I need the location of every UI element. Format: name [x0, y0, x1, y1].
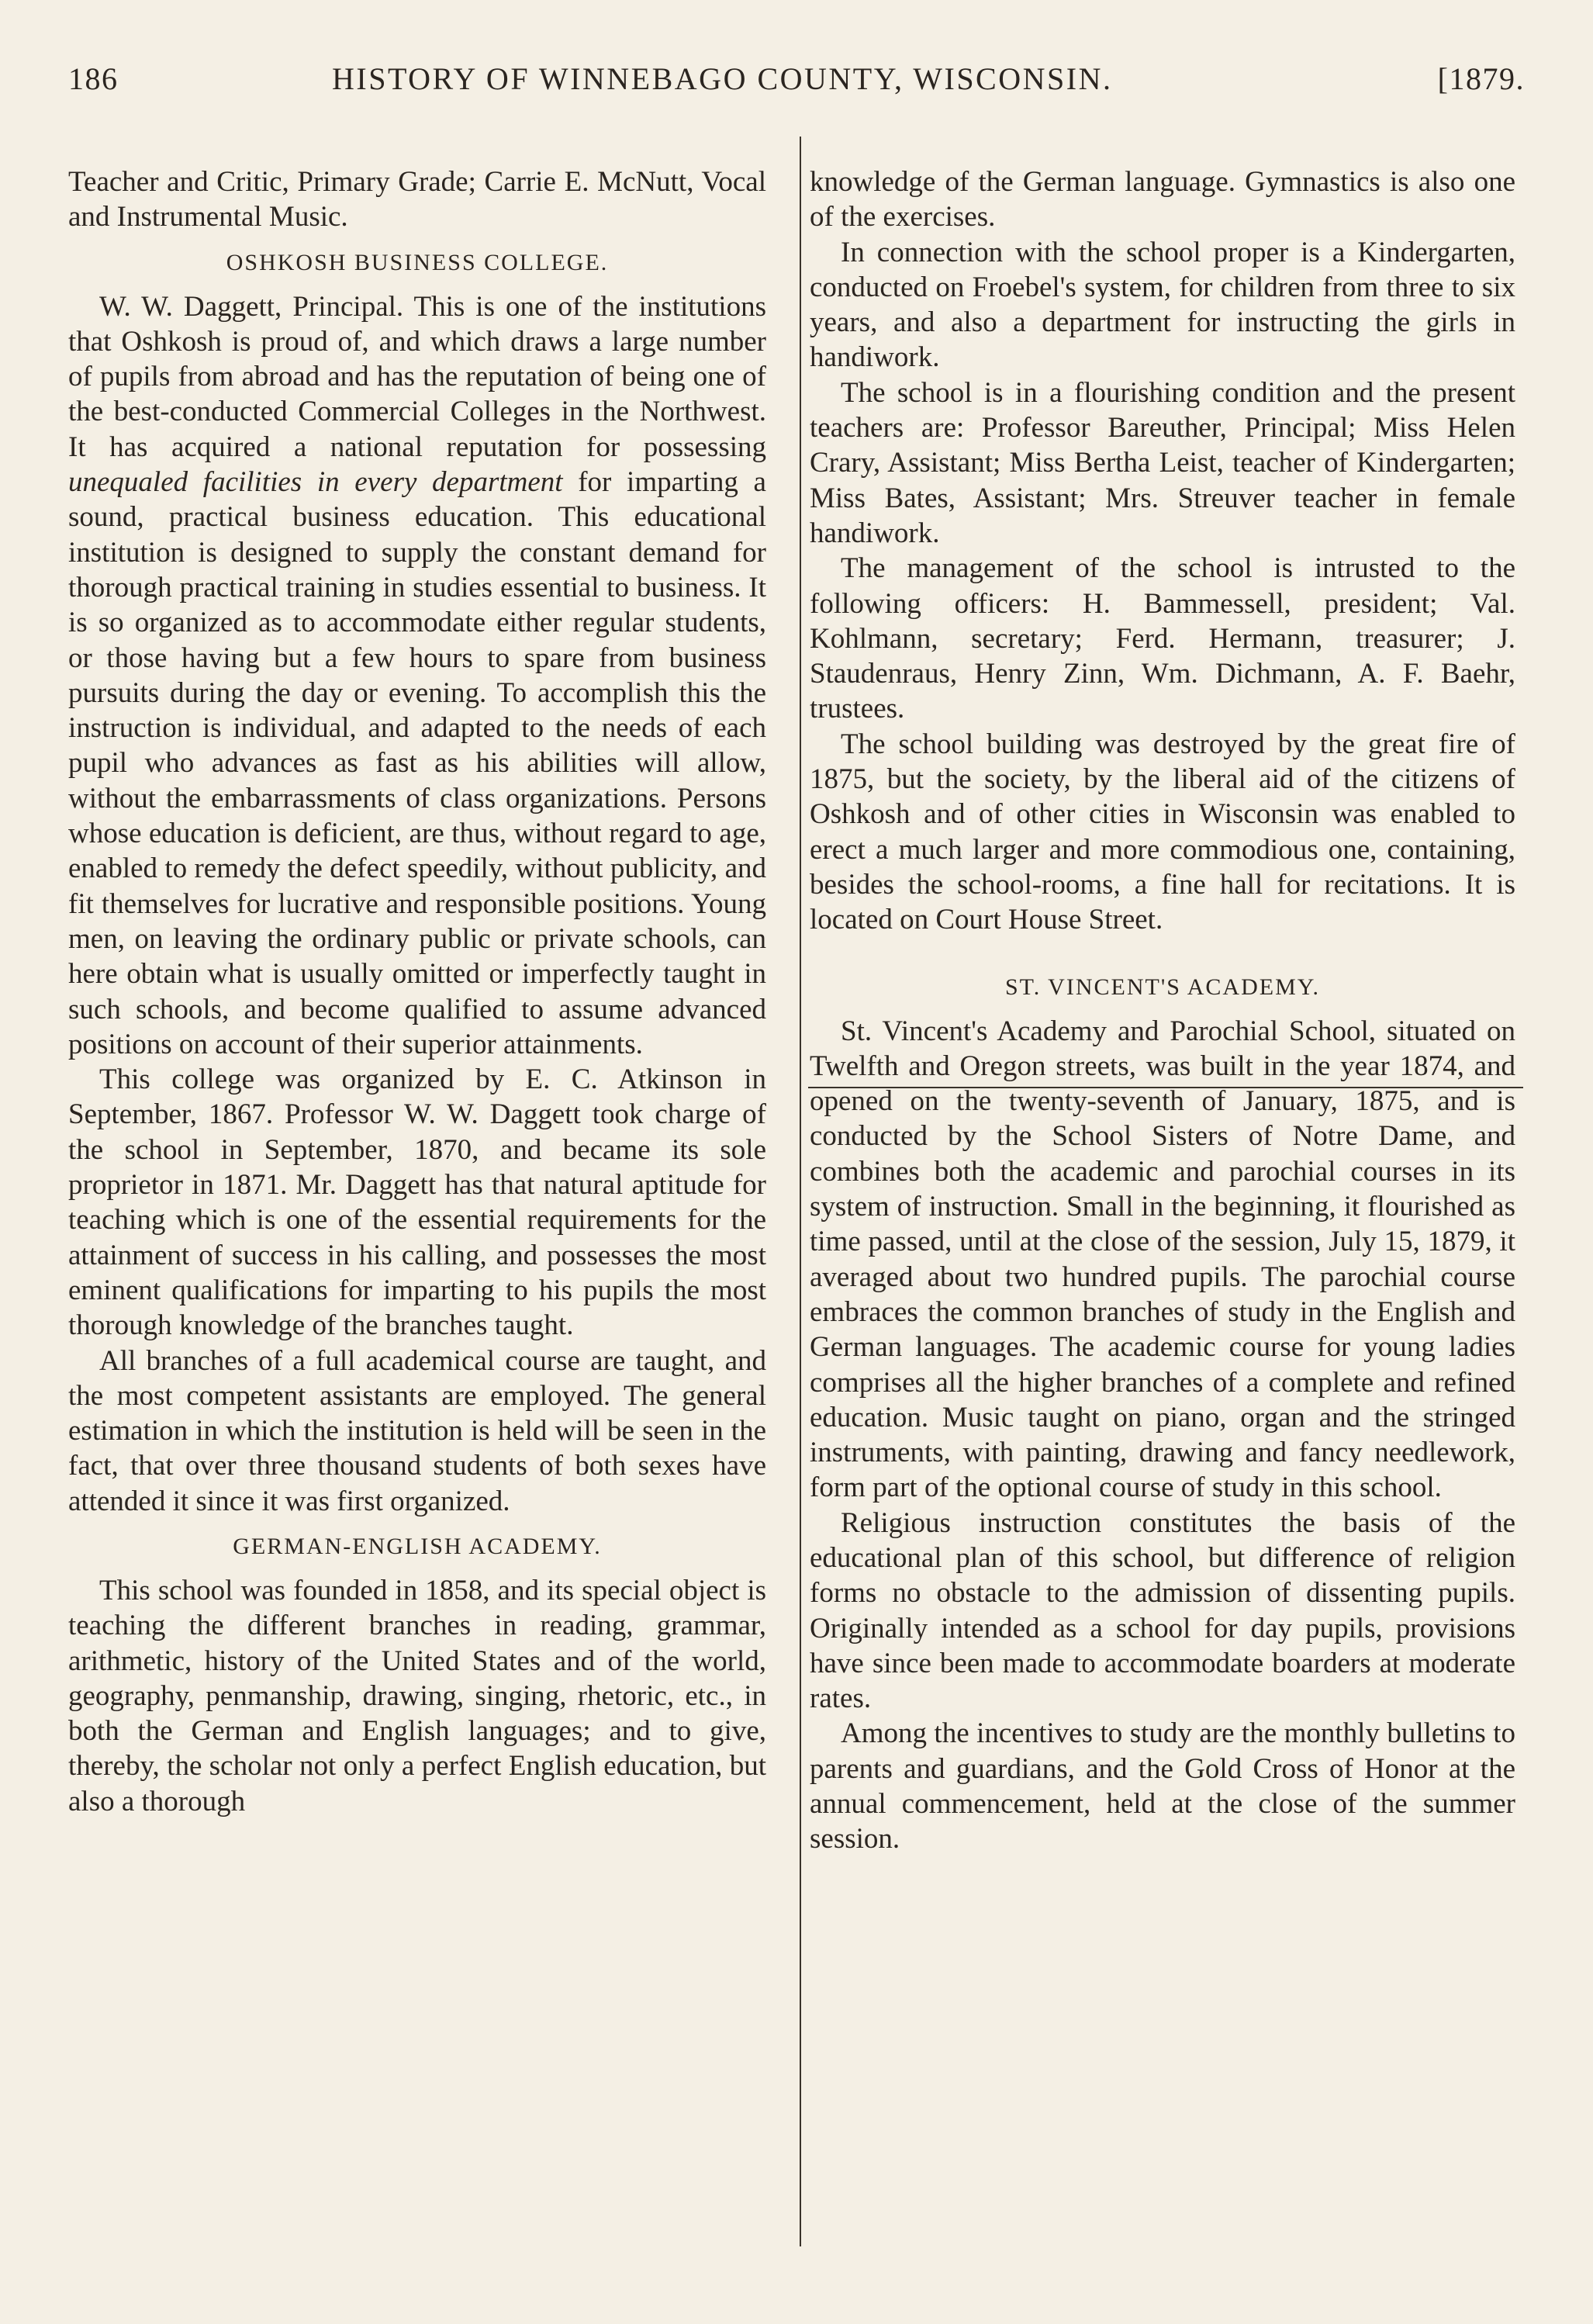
paragraph: Teacher and Critic, Primary Grade; Carrie E. McNutt, Vocal and Instrumental Music. — [68, 166, 766, 233]
paragraph: The management of the school is intrusted to the following officers: H. Bammessell, president; Val. Kohlmann, secretary; Ferd. Hermann, treasurer; J. Staudenraus, Henry Zinn, Wm. Dichmann, A. F. Baehr, trustees. — [810, 552, 1515, 725]
paragraph: In connection with the school proper is a Kindergarten, conducted on Froebel's system, for children from three to six years, and also a department for instructing the girls in handiwork. — [810, 236, 1515, 374]
paragraph: St. Vincent's Academy and Parochial School, situated on Twelfth and Oregon streets, was built in the year 1874, and opened on the twenty-seventh of January, 1875, and is conducted by the School Sisters of Notre Dame, and combines both the academic and parochial courses in its system of instruction. Small in the beginning, it flourished as time passed, until at the close of the session, July 15, 1879, it averaged about two hundred pupils. The parochial course embraces the common branches of study in the English and German languages. The academic course for young ladies comprises all the higher branches of a complete and refined education. Music taught on piano, organ and the stringed instruments, with painting, drawing and fancy needlework, form part of the optional course of study in this school. — [810, 1015, 1515, 1504]
paragraph — [68, 289, 766, 1063]
text-run: W. W. Daggett, Principal. This is one of the institutions that Oshkosh is proud of, and which draws a large number of pupils from abroad and has the reputation of being one of the best-conducted Commercial Colleges in the Northwest. It has acquired a national reputation for possessing — [68, 290, 766, 463]
header-year: [1879. — [1437, 61, 1525, 96]
paragraph: knowledge of the German language. Gymnastics is also one of the exercises. — [810, 166, 1515, 233]
book-title: HISTORY OF WINNEBAGO COUNTY, WISCONSIN. — [332, 61, 1113, 96]
paragraph: The school building was destroyed by the great fire of 1875, but the society, by the liberal aid of the citizens of Oshkosh and of other cities in Wisconsin was enabled to erect a much larger and more commodious one, containing, besides the school-rooms, a fine hall for recitations. It is located on Court House Street. — [810, 728, 1515, 936]
page-number: 186 — [68, 61, 119, 96]
column-divider — [800, 137, 801, 2246]
section-heading: OSHKOSH BUSINESS COLLEGE. — [226, 249, 609, 275]
paragraph: Among the incentives to study are the monthly bulletins to parents and guardians, and the Gold Cross of Honor at the annual commencement, held at the close of the summer session. — [810, 1717, 1515, 1855]
section-heading: ST. VINCENT'S ACADEMY. — [1004, 974, 1321, 1000]
paragraph: This college was organized by E. C. Atkinson in September, 1867. Professor W. W. Daggett took charge of the school in September, 1870, and became its sole proprietor in 1871. Mr. Daggett has that natural aptitude for teaching which is one of the essential requirements for the attainment of success in his calling, and possesses the most eminent qualifications for imparting to his pupils the most thorough knowledge of the branches taught. — [68, 1063, 766, 1342]
paragraph: This school was founded in 1858, and its special object is teaching the different branches in reading, grammar, arithmetic, history of the United States and of the world, geography, penmanship, drawing, singing, rhetoric, etc., in both the German and English languages; and to give, thereby, the scholar not only a perfect English education, but also a thorough — [68, 1574, 766, 1817]
text-run: for imparting a sound, practical business education. This educational institution is designed to supply the constant demand for thorough practical training in studies essential to business. It is so organized as to accommodate either regular students, or those having but a few hours to spare from business pursuits during the day or evening. To accomplish this the instruction is individual, and adapted to the needs of each pupil who advances as fast as his abilities will allow, without the embarrassments of class organizations. Persons whose education is deficient, are thus, without regard to age, enabled to remedy the defect speedily, without publicity, and fit themselves for lucrative and responsible positions. Young men, on leaving the ordinary public or private schools, can here obtain what is usually omitted or imperfectly taught in such schools, and become qualified to assume advanced positions on account of their superior attainments. — [68, 466, 766, 1060]
paragraph: Religious instruction constitutes the basis of the educational plan of this school, but difference of religion forms no obstacle to the admission of dissenting pupils. Originally intended as a school for day pupils, provisions have since been made to accommodate boarders at moderate rates. — [810, 1506, 1515, 1715]
paragraph: All branches of a full academical course are taught, and the most competent assistants are employed. The general estimation in which the institution is held will be seen in the fact, that over three thousand students of both sexes have attended it since it was first organized. — [68, 1344, 766, 1517]
paragraph: The school is in a flourishing condition and the present teachers are: Professor Bareuther, Principal; Miss Helen Crary, Assistant; Miss Bertha Leist, teacher of Kindergarten; Miss Bates, Assistant; Mrs. Streuver teacher in female handiwork. — [810, 376, 1515, 549]
right-column — [810, 164, 1515, 1857]
section-heading: GERMAN-ENGLISH ACADEMY. — [233, 1533, 602, 1559]
italic-text: unequaled facilities in every department — [68, 466, 563, 499]
left-column — [68, 164, 766, 1819]
running-header — [68, 61, 1525, 107]
